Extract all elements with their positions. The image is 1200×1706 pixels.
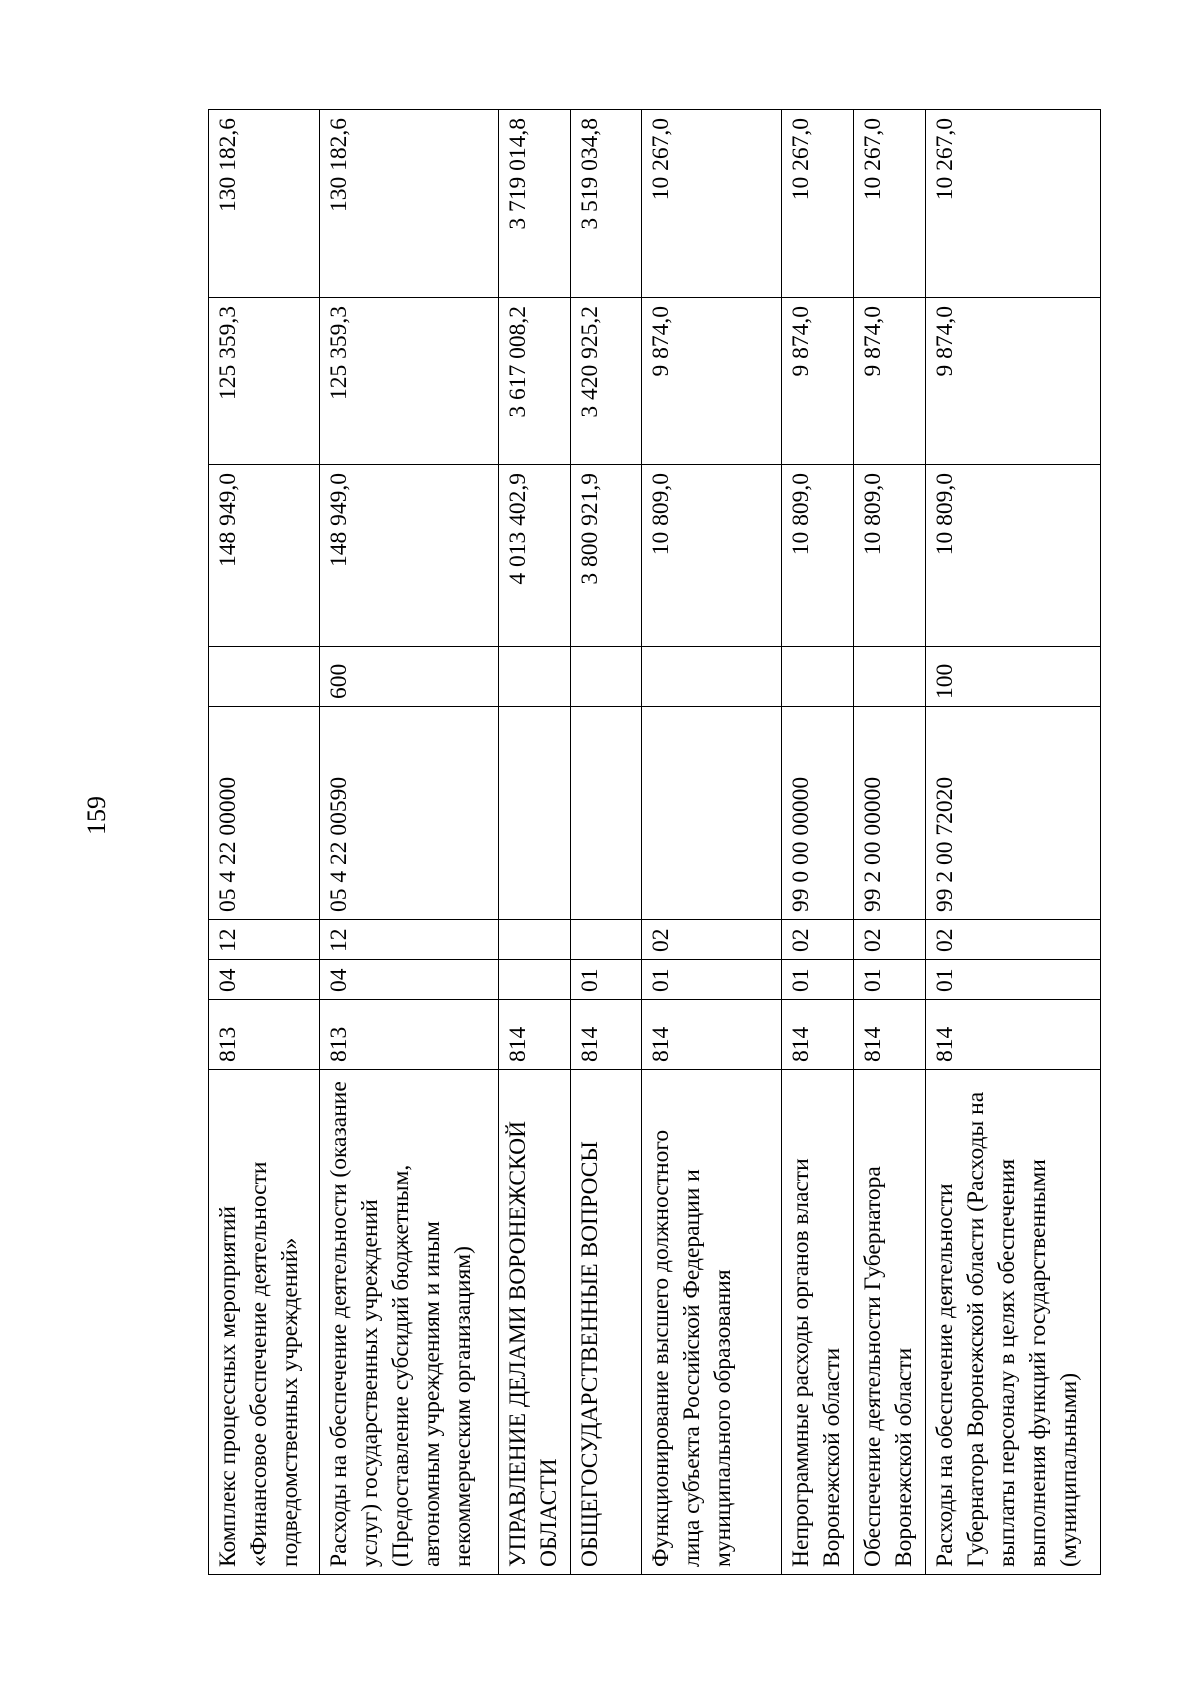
vr-code: 100 bbox=[926, 647, 1101, 707]
table-row bbox=[926, 110, 1101, 1575]
amount-year-3: 130 182,6 bbox=[209, 110, 320, 298]
pr-code: 02 bbox=[642, 920, 782, 960]
ved-code: 814 bbox=[854, 1000, 926, 1070]
vr-code bbox=[499, 647, 571, 707]
pr-code: 12 bbox=[209, 920, 320, 960]
csr-code bbox=[499, 707, 571, 920]
ved-code: 814 bbox=[926, 1000, 1101, 1070]
table-row bbox=[782, 110, 854, 1575]
budget-table-rotated bbox=[208, 110, 1100, 1575]
amount-year-2: 9 874,0 bbox=[782, 298, 854, 465]
amount-year-2: 3 617 008,2 bbox=[499, 298, 571, 465]
ved-code: 813 bbox=[320, 1000, 499, 1070]
item-name: Комплекс процессных мероприятий «Финансовое обеспечение деятельности подведомственных учреждений» bbox=[209, 1070, 320, 1575]
item-name: Непрограммные расходы органов власти Воронежской области bbox=[782, 1070, 854, 1575]
csr-code: 05 4 22 00000 bbox=[209, 707, 320, 920]
rz-code: 01 bbox=[854, 960, 926, 1000]
csr-code bbox=[642, 707, 782, 920]
rz-code: 04 bbox=[320, 960, 499, 1000]
item-name: УПРАВЛЕНИЕ ДЕЛАМИ ВОРОНЕЖСКОЙ ОБЛАСТИ bbox=[499, 1070, 571, 1575]
vr-code bbox=[854, 647, 926, 707]
table-row bbox=[499, 110, 571, 1575]
amount-year-1: 148 949,0 bbox=[320, 465, 499, 647]
amount-year-1: 10 809,0 bbox=[854, 465, 926, 647]
item-name: Расходы на обеспечение деятельности Губернатора Воронежской области (Расходы на выплаты персоналу в целях обеспечения выполнения функций государственными (муниципальными) bbox=[926, 1070, 1101, 1575]
pr-code bbox=[571, 920, 642, 960]
pr-code: 02 bbox=[926, 920, 1101, 960]
amount-year-2: 3 420 925,2 bbox=[571, 298, 642, 465]
rz-code: 01 bbox=[571, 960, 642, 1000]
rz-code: 04 bbox=[209, 960, 320, 1000]
vr-code bbox=[782, 647, 854, 707]
vr-code bbox=[642, 647, 782, 707]
csr-code: 99 2 00 00000 bbox=[854, 707, 926, 920]
amount-year-1: 3 800 921,9 bbox=[571, 465, 642, 647]
rz-code: 01 bbox=[926, 960, 1101, 1000]
amount-year-3: 130 182,6 bbox=[320, 110, 499, 298]
amount-year-2: 125 359,3 bbox=[209, 298, 320, 465]
table-row bbox=[209, 110, 320, 1575]
table-row bbox=[642, 110, 782, 1575]
table-row bbox=[320, 110, 499, 1575]
amount-year-3: 3 719 014,8 bbox=[499, 110, 571, 298]
amount-year-1: 4 013 402,9 bbox=[499, 465, 571, 647]
page-number: 159 bbox=[82, 796, 111, 835]
ved-code: 814 bbox=[571, 1000, 642, 1070]
item-name: Обеспечение деятельности Губернатора Воронежской области bbox=[854, 1070, 926, 1575]
amount-year-1: 10 809,0 bbox=[642, 465, 782, 647]
amount-year-3: 10 267,0 bbox=[782, 110, 854, 298]
item-name: ОБЩЕГОСУДАРСТВЕННЫЕ ВОПРОСЫ bbox=[571, 1070, 642, 1575]
csr-code: 05 4 22 00590 bbox=[320, 707, 499, 920]
pr-code: 02 bbox=[854, 920, 926, 960]
table-row bbox=[854, 110, 926, 1575]
pr-code: 02 bbox=[782, 920, 854, 960]
item-name: Функционирование высшего должностного лица субъекта Российской Федерации и муниципального образования bbox=[642, 1070, 782, 1575]
vr-code bbox=[209, 647, 320, 707]
amount-year-3: 10 267,0 bbox=[926, 110, 1101, 298]
amount-year-2: 9 874,0 bbox=[854, 298, 926, 465]
amount-year-1: 10 809,0 bbox=[782, 465, 854, 647]
rz-code bbox=[499, 960, 571, 1000]
amount-year-1: 148 949,0 bbox=[209, 465, 320, 647]
item-name: Расходы на обеспечение деятельности (оказание услуг) государственных учреждений (Предоставление субсидий бюджетным, автономным учреждениям и иным некоммерческим организациям) bbox=[320, 1070, 499, 1575]
amount-year-3: 10 267,0 bbox=[854, 110, 926, 298]
amount-year-1: 10 809,0 bbox=[926, 465, 1101, 647]
vr-code: 600 bbox=[320, 647, 499, 707]
vr-code bbox=[571, 647, 642, 707]
amount-year-3: 10 267,0 bbox=[642, 110, 782, 298]
csr-code bbox=[571, 707, 642, 920]
csr-code: 99 2 00 72020 bbox=[926, 707, 1101, 920]
rz-code: 01 bbox=[782, 960, 854, 1000]
table-row bbox=[571, 110, 642, 1575]
amount-year-3: 3 519 034,8 bbox=[571, 110, 642, 298]
ved-code: 814 bbox=[782, 1000, 854, 1070]
pr-code: 12 bbox=[320, 920, 499, 960]
csr-code: 99 0 00 00000 bbox=[782, 707, 854, 920]
ved-code: 813 bbox=[209, 1000, 320, 1070]
rz-code: 01 bbox=[642, 960, 782, 1000]
amount-year-2: 9 874,0 bbox=[642, 298, 782, 465]
budget-table bbox=[208, 109, 1101, 1575]
pr-code bbox=[499, 920, 571, 960]
ved-code: 814 bbox=[642, 1000, 782, 1070]
ved-code: 814 bbox=[499, 1000, 571, 1070]
amount-year-2: 125 359,3 bbox=[320, 298, 499, 465]
amount-year-2: 9 874,0 bbox=[926, 298, 1101, 465]
